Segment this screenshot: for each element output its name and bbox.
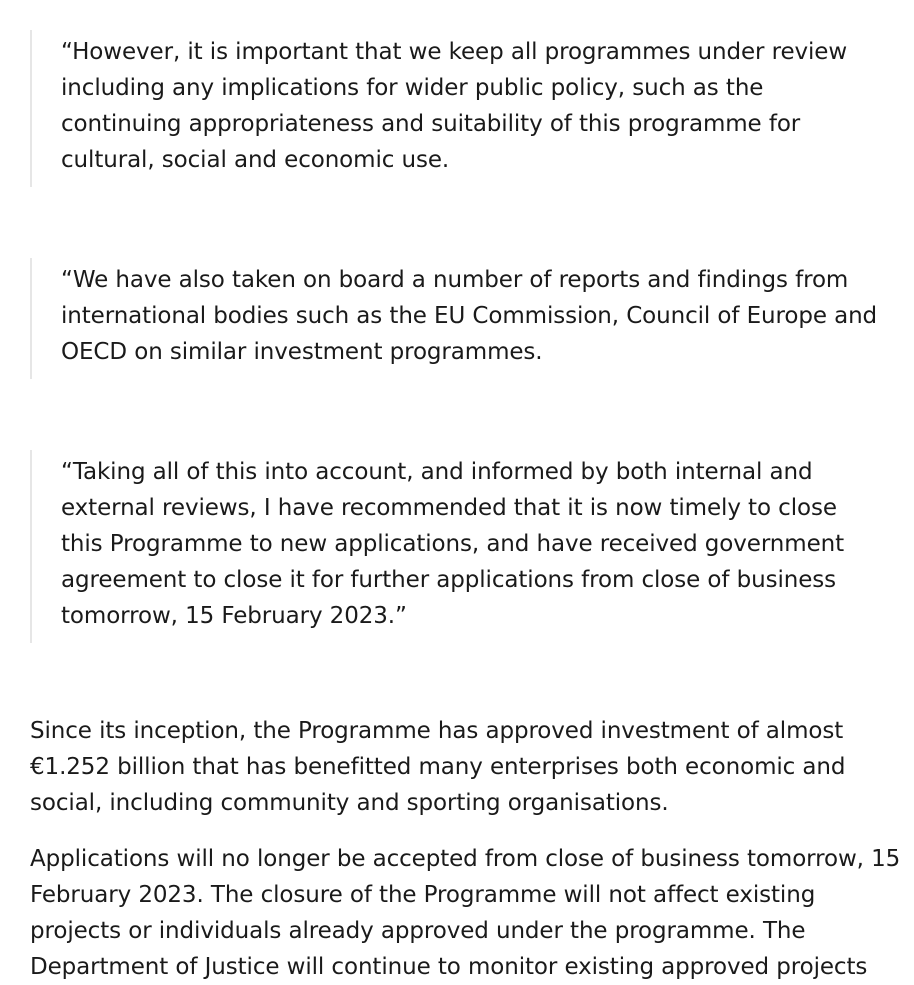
quote-text-2: “We have also taken on board a number of reports and findings from international bodies such as the EU Commission, Council of Europe and OECD on similar investment programmes. xyxy=(61,267,878,365)
blockquote-3 xyxy=(30,450,880,643)
blockquote-2 xyxy=(30,258,880,379)
blockquote-1 xyxy=(30,30,880,187)
paragraph-closure-details: Applications will no longer be accepted from close of business tomorrow, 15 February 2023. The closure of the Programme will not affect existing projects or individuals already approved under the programme. The Department of Justice will continue to monitor existing approved projects xyxy=(30,846,901,980)
paragraph-investment-summary: Since its inception, the Programme has approved investment of almost €1.252 billion that has benefitted many enterprises both economic and social, including community and sporting organisations. xyxy=(30,718,846,816)
quote-text-1: “However, it is important that we keep all programmes under review including any implications for wider public policy, such as the continuing appropriateness and suitability of this programme for cultural, social and economic use. xyxy=(61,39,848,173)
quote-text-3: “Taking all of this into account, and informed by both internal and external reviews, I have recommended that it is now timely to close this Programme to new applications, and have received government agreement to close it for further applications from close of business tomorrow, 15 February 2023.” xyxy=(61,459,845,629)
